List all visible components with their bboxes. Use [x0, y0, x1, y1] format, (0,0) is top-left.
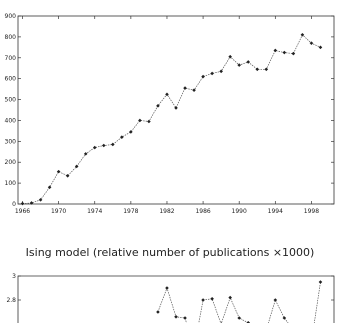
- x-tick-label: 1986: [195, 208, 211, 215]
- data-point: [246, 60, 250, 64]
- x-tick-label: 1974: [87, 208, 103, 215]
- data-point: [111, 143, 115, 147]
- data-point: [174, 315, 178, 319]
- x-tick-label: 1994: [267, 208, 283, 215]
- data-point: [237, 316, 241, 320]
- x-tick-label: 1978: [123, 208, 139, 215]
- x-tick-label: 1990: [231, 208, 247, 215]
- data-point: [274, 298, 278, 302]
- y-tick-label: 400: [4, 117, 16, 125]
- y-tick-label: 300: [4, 138, 16, 146]
- data-point: [156, 310, 160, 314]
- data-point: [283, 51, 287, 55]
- data-point: [48, 185, 52, 189]
- data-point: [219, 70, 223, 74]
- data-point: [174, 106, 178, 110]
- data-point: [210, 297, 214, 301]
- y-tick-label: 0: [12, 201, 16, 208]
- data-point: [274, 49, 278, 53]
- data-point: [93, 146, 97, 150]
- data-point: [147, 120, 151, 124]
- y-tick-label: 2.8: [6, 297, 16, 304]
- chart-2-group: [6, 273, 334, 323]
- data-point: [210, 72, 214, 76]
- data-point: [201, 75, 205, 79]
- data-point: [292, 52, 296, 56]
- chart-2-title: Ising model (relative number of publications ×1000): [25, 246, 315, 259]
- data-point: [165, 286, 169, 290]
- data-point: [201, 298, 205, 302]
- data-point: [319, 46, 323, 50]
- data-point: [57, 170, 61, 174]
- data-point: [138, 119, 142, 123]
- data-point: [21, 202, 25, 206]
- y-tick-label: 100: [4, 180, 16, 188]
- y-tick-label: 3: [12, 273, 16, 280]
- y-tick-label: 900: [4, 13, 16, 20]
- y-tick-label: 200: [4, 159, 16, 167]
- y-tick-label: 500: [4, 96, 16, 104]
- series-line: [23, 35, 321, 204]
- data-point: [319, 280, 323, 284]
- x-tick-label: 1966: [14, 208, 31, 215]
- data-point: [264, 67, 268, 71]
- data-point: [183, 86, 187, 90]
- y-tick-label: 700: [4, 54, 16, 62]
- data-point: [102, 144, 106, 148]
- y-tick-label: 600: [4, 75, 16, 83]
- x-tick-label: 1982: [159, 208, 175, 215]
- y-tick-label: 800: [4, 33, 16, 41]
- data-point: [183, 316, 187, 320]
- plot-frame: [18, 16, 334, 204]
- x-tick-label: 1970: [50, 208, 67, 215]
- x-tick-label: 1998: [303, 208, 320, 215]
- data-point: [228, 296, 232, 300]
- data-point: [255, 67, 259, 71]
- chart-1-group: [5, 13, 334, 215]
- data-point: [120, 135, 124, 139]
